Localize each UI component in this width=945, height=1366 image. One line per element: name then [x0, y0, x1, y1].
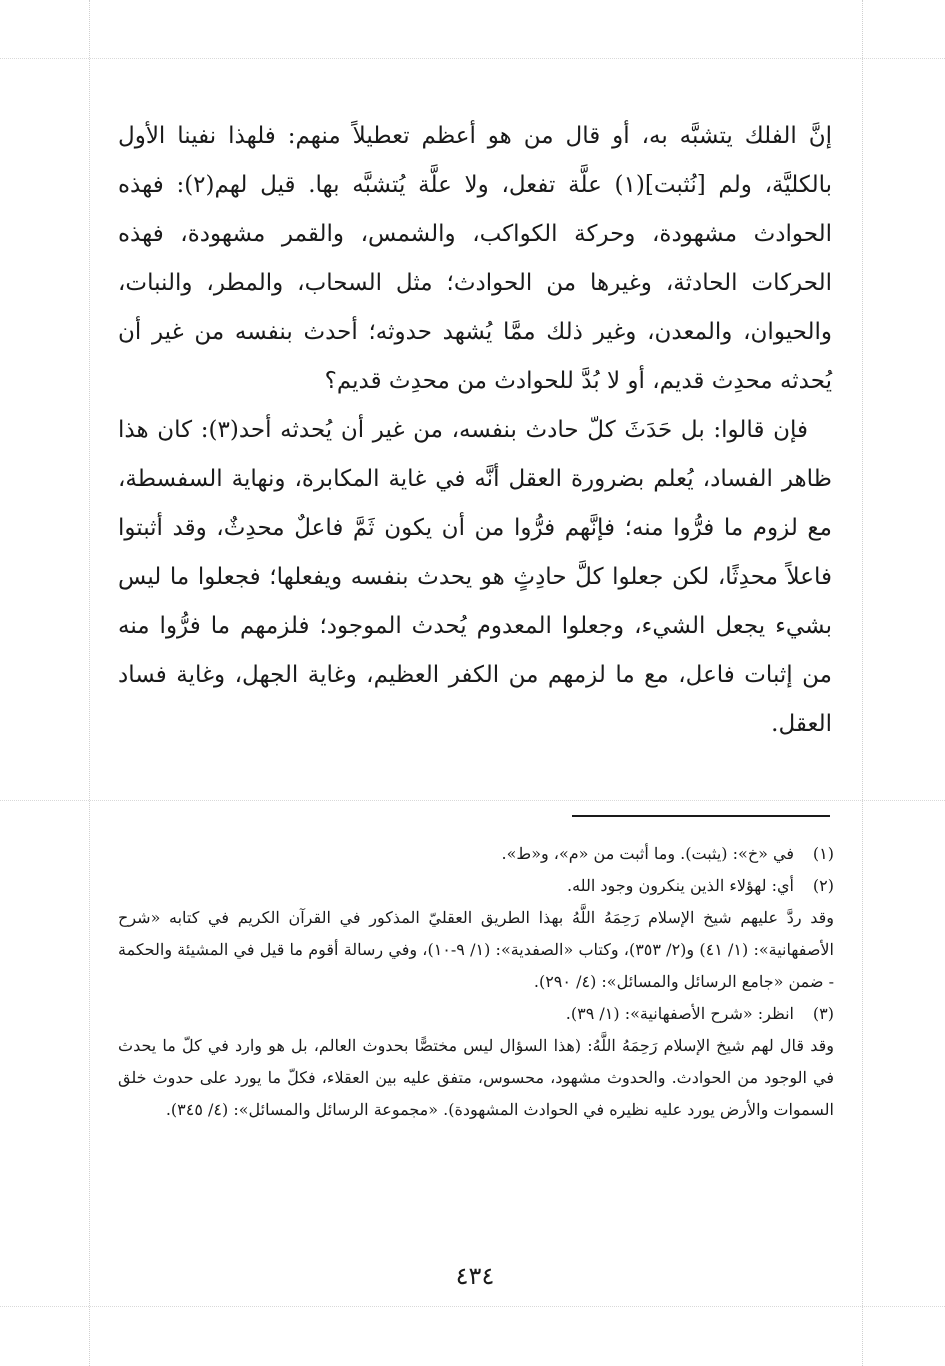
- page-number: ٤٣٤: [455, 1262, 495, 1290]
- scan-guide-right: [862, 0, 863, 1366]
- footnote-number: (٢): [812, 876, 834, 895]
- footnote-2-continuation: وقد ردَّ عليهم شيخ الإسلام رَحِمَهُ اللَّهُ بهذا الطريق العقليّ المذكور في القرآن الكريم في كتابه «شرح الأصفهانية»: (١/ ٤١) و(٢/ ٣٥٣)، وكتاب «الصفدية»: (١/ ٩-١٠)، وفي رسالة أقوم ما قيل في المشيئة والحكمة - ضمن «جامع الرسائل والمسائل»: (٤/ ٢٩٠).: [118, 908, 834, 991]
- footnote-text: في «خ»: (يثبت). وما أثبت من «م»، و«ط».: [501, 844, 794, 863]
- paragraph-2: فإن قالوا: بل حَدَثَ كلّ حادث بنفسه، من غير أن يُحدثه أحد(٣): كان هذا ظاهر الفساد، يُعلم بضرورة العقل أنَّه في غاية المكابرة، ونهاية السفسطة، مع لزوم ما فرُّوا منه؛ فإنَّهم فرُّوا من أن يكون ثَمَّ فاعلٌ محدِثٌ، وقد أثبتوا فاعلاً محدِثًا، لكن جعلوا كلَّ حادِثٍ هو يحدث بنفسه ويفعلها؛ فجعلوا ما ليس بشيء يجعل الشيء، وجعلوا المعدوم يُحدث الموجود؛ فلزمهم ما فرُّوا منه من إثبات فاعل، مع ما لزمهم من الكفر العظيم، وغاية الجهل، وغاية فساد العقل.: [118, 417, 832, 737]
- footnotes: [118, 838, 834, 1126]
- footnote-text: انظر: «شرح الأصفهانية»: (١/ ٣٩).: [565, 1004, 794, 1023]
- scan-guide-middle: [0, 800, 945, 801]
- footnote-3-continuation: وقد قال لهم شيخ الإسلام رَحِمَهُ اللَّهُ: (هذا السؤال ليس مختصًّا بحدوث العالم، بل هو وارد في كلّ ما يحدث في الوجود من الحوادث. والحدوث مشهود، محسوس، متفق عليه بين العقلاء، فكلّ ما يورد على حدوث خلق السموات والأرض يورد عليه نظيره في الحوادث المشهودة). «مجموعة الرسائل والمسائل»: (٤/ ٣٤٥).: [118, 1036, 835, 1119]
- footnote-2: [118, 870, 834, 902]
- footnote-separator: [572, 815, 830, 817]
- scan-guide-left: [89, 0, 90, 1366]
- main-text: [118, 112, 832, 749]
- scan-guide-top: [0, 58, 945, 59]
- paragraph-1: إنَّ الفلك يتشبَّه به، أو قال من هو أعظم تعطيلاً منهم: فلهذا نفينا الأول بالكليَّة، ولم [نُثبت](١) علَّة تفعل، ولا علَّة يُتشبَّه بها. قيل لهم(٢): فهذه الحوادث مشهودة، وحركة الكواكب، والشمس، والقمر مشهودة، فهذه الحركات الحادثة، وغيرها من الحوادث؛ مثل السحاب، والمطر، والنبات، والحيوان، والمعدن، وغير ذلك ممَّا يُشهد حدوثه؛ أحدث بنفسه من غير أن يُحدثه محدِث قديم، أو لا بُدَّ للحوادث من محدِث قديم؟: [118, 123, 832, 394]
- footnote-number: (١): [812, 844, 834, 863]
- scan-guide-bottom: [0, 1306, 945, 1307]
- footnote-3: [118, 998, 834, 1030]
- footnote-number: (٣): [812, 1004, 834, 1023]
- footnote-1: [118, 838, 834, 870]
- footnote-text: أي: لهؤلاء الذين ينكرون وجود الله.: [566, 876, 794, 895]
